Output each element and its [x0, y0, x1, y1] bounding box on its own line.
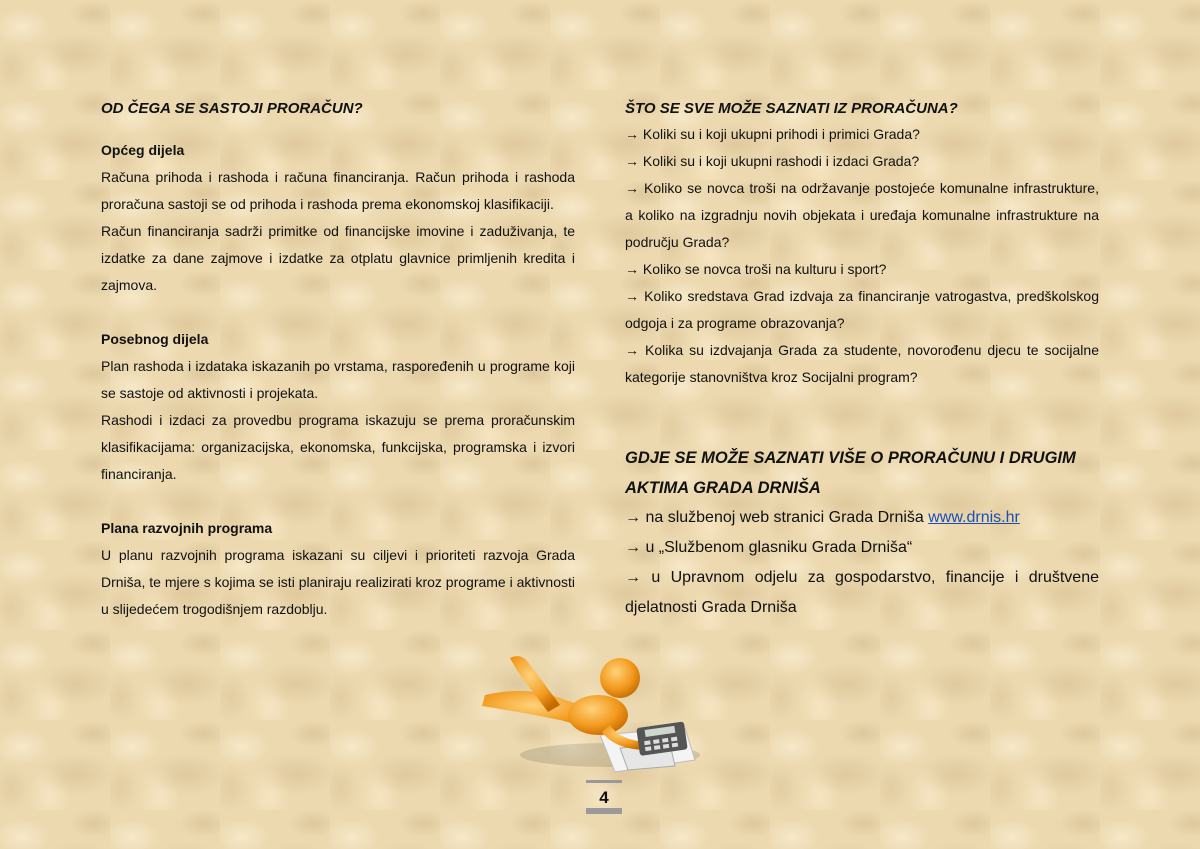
paragraph: Rashodi i izdaci za provedbu programa iskazuju se prema proračunskim klasifikacijama: organizacijska, ekonomska, funkcijska, programska i izvori financiranja.	[101, 412, 575, 482]
more-info-item-odjel: → u Upravnom odjelu za gospodarstvo, financije i društvene djelatnosti Grada Drniša	[625, 569, 1099, 616]
more-info-item-web-text: → na službenoj web stranici Grada Drniša	[625, 509, 929, 526]
right-column	[625, 100, 1099, 623]
paragraph: Račun financiranja sadrži primitke od financijske imovine i zaduživanja, te izdatke za dane zajmove i izdatke za otplatu glavnice primljenih kredita i zajmova.	[101, 223, 575, 293]
section-heading-posebnog: Posebnog dijela	[101, 331, 209, 347]
list-item: → Koliko se novca troši na kulturu i sport?	[625, 261, 887, 277]
left-column	[101, 100, 575, 623]
list-item: → Koliki su i koji ukupni rashodi i izdaci Grada?	[625, 153, 920, 169]
right-title: ŠTO SE SVE MOŽE SAZNATI IZ PRORAČUNA?	[625, 100, 958, 117]
list-item: → Kolika su izdvajanja Grada za studente, novorođenu djecu te socijalne kategorije stanovništva kroz Socijalni program?	[625, 342, 1099, 385]
left-title: OD ČEGA SE SASTOJI PRORAČUN?	[101, 100, 363, 117]
page-number: 4	[586, 780, 622, 814]
paragraph: Plan rashoda i izdataka iskazanih po vrstama, raspoređenih u programe koji se sastoje od aktivnosti i projekata.	[101, 358, 575, 401]
more-info-item-web	[625, 503, 1099, 533]
section-heading-plana: Plana razvojnih programa	[101, 520, 273, 536]
drnis-website-link[interactable]: www.drnis.hr	[928, 509, 1020, 526]
more-info-title: GDJE SE MOŽE SAZNATI VIŠE O PRORAČUNU I DRUGIM AKTIMA GRADA DRNIŠA	[625, 449, 1076, 497]
paragraph: Računa prihoda i rashoda i računa financiranja. Račun prihoda i rashoda proračuna sastoji se od prihoda i rashoda prema ekonomskoj klasifikaciji.	[101, 169, 575, 212]
list-item: → Koliko se novca troši na održavanje postojeće komunalne infrastrukture, a koliko na izgradnju novih objekata i uređaja komunalne infrastrukture na području Grada?	[625, 180, 1099, 250]
list-item: → Koliko sredstava Grad izdvaja za financiranje vatrogastva, predškolskog odgoja i za programe obrazovanja?	[625, 288, 1099, 331]
more-info-item-glasnik: → u „Službenom glasniku Grada Drniša“	[625, 539, 913, 556]
paragraph: U planu razvojnih programa iskazani su ciljevi i prioriteti razvoja Grada Drniša, te mjere s kojima se isti planiraju realizirati kroz programe i aktivnosti u slijedećem trogodišnjem razdoblju.	[101, 547, 575, 617]
person-with-calculator-icon	[470, 640, 710, 785]
list-item: → Koliki su i koji ukupni prihodi i primici Grada?	[625, 126, 920, 142]
section-heading-opceg: Općeg dijela	[101, 142, 185, 158]
